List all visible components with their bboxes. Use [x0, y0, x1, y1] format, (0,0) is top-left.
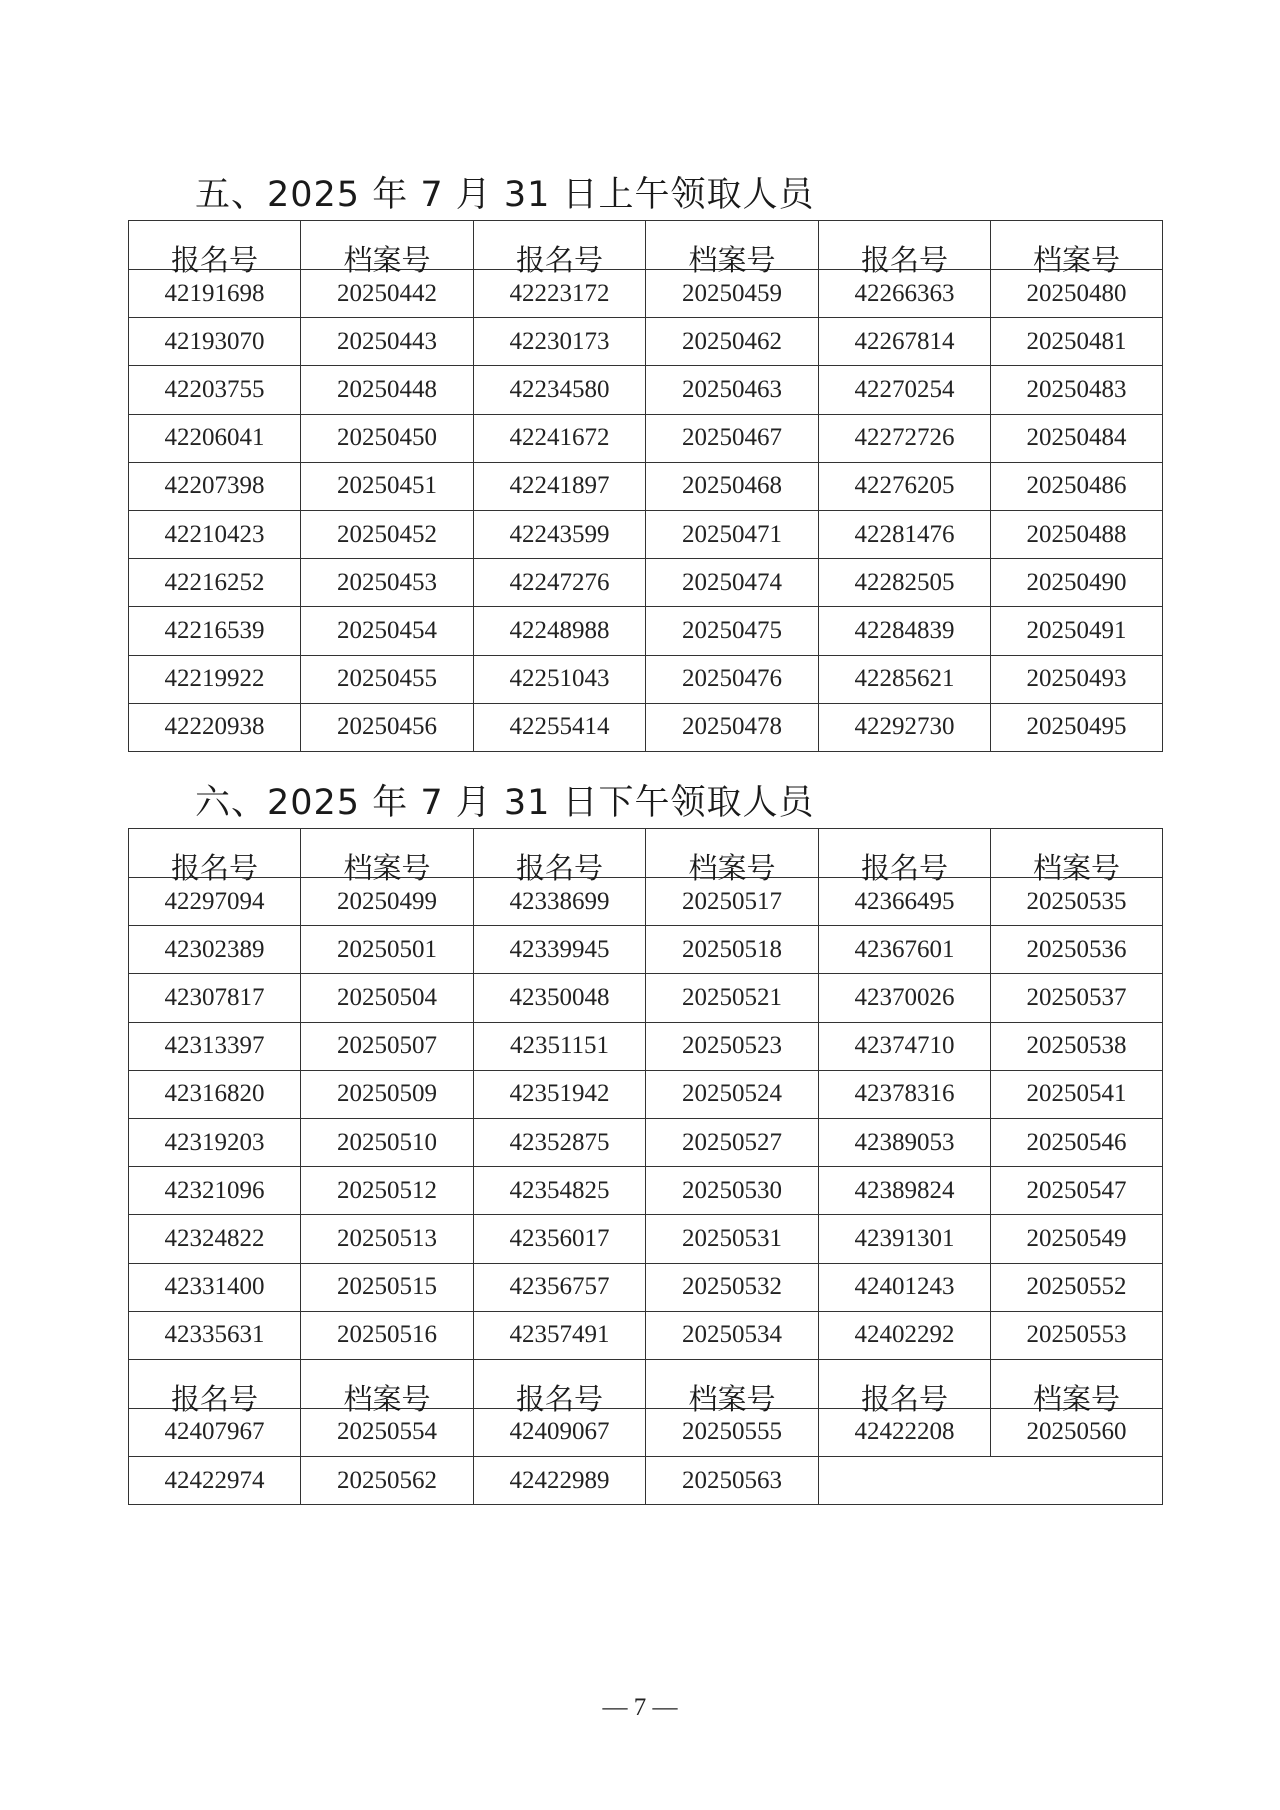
registration-number-cell: 42234580: [474, 366, 646, 414]
registration-number-cell: 42324822: [129, 1215, 301, 1263]
table-row: [129, 1215, 1163, 1263]
file-number-cell: 20250454: [301, 607, 474, 655]
registration-number-cell: 42191698: [129, 270, 301, 318]
registration-number-cell: 42216252: [129, 559, 301, 607]
registration-number-cell: 42319203: [129, 1118, 301, 1166]
file-number-cell: 20250462: [646, 318, 819, 366]
registration-number-cell: 42356017: [474, 1215, 646, 1263]
file-number-cell: 20250521: [646, 974, 819, 1022]
file-number-cell: 20250534: [646, 1311, 819, 1359]
column-header-label: 报名号: [515, 243, 603, 277]
registration-number-cell: 42241897: [474, 462, 646, 510]
registration-number-cell: 42203755: [129, 366, 301, 414]
file-number-cell: 20250476: [646, 655, 819, 703]
file-number-cell: 20250467: [646, 414, 819, 462]
registration-number-cell: 42210423: [129, 510, 301, 558]
file-number-cell: 20250531: [646, 1215, 819, 1263]
table-header-row: [129, 221, 1163, 270]
registration-number-cell: 42272726: [819, 414, 991, 462]
column-header-label: 档案号: [1032, 243, 1120, 277]
file-number-cell: 20250499: [301, 878, 474, 926]
file-number-cell: 20250459: [646, 270, 819, 318]
table-row: [129, 1263, 1163, 1311]
registration-number-cell: 42207398: [129, 462, 301, 510]
file-number-cell: 20250507: [301, 1022, 474, 1070]
file-number-cell: 20250504: [301, 974, 474, 1022]
file-number-cell: 20250563: [646, 1457, 819, 1505]
registration-number-cell: 42391301: [819, 1215, 991, 1263]
registration-number-cell: 42276205: [819, 462, 991, 510]
registration-number-cell: 42281476: [819, 510, 991, 558]
column-header-label: 档案号: [343, 243, 431, 277]
page-number: — 7 —: [602, 1694, 678, 1721]
file-number-cell: 20250468: [646, 462, 819, 510]
file-number-cell: 20250536: [991, 926, 1163, 974]
registration-number-cell: 42248988: [474, 607, 646, 655]
file-number-cell: 20250546: [991, 1118, 1163, 1166]
section-title-afternoon: 六、2025 年 7 月 31 日下午领取人员: [195, 783, 815, 823]
file-number-cell: 20250515: [301, 1263, 474, 1311]
file-number-cell: 20250535: [991, 878, 1163, 926]
file-number-cell: 20250491: [991, 607, 1163, 655]
file-number-cell: 20250486: [991, 462, 1163, 510]
file-number-cell: 20250493: [991, 655, 1163, 703]
file-number-cell: 20250538: [991, 1022, 1163, 1070]
registration-number-cell: 42389053: [819, 1118, 991, 1166]
column-header-label: 档案号: [688, 1381, 776, 1416]
file-number-cell: 20250517: [646, 878, 819, 926]
table-row: [129, 607, 1163, 655]
file-number-cell: 20250463: [646, 366, 819, 414]
file-number-cell: 20250553: [991, 1311, 1163, 1359]
column-header: [991, 829, 1163, 885]
registration-number-cell: 42219922: [129, 655, 301, 703]
column-header-label: 报名号: [170, 1381, 258, 1416]
file-number-cell: 20250483: [991, 366, 1163, 414]
registration-number-cell: 42378316: [819, 1070, 991, 1118]
file-number-cell: 20250490: [991, 559, 1163, 607]
registration-number-cell: 42339945: [474, 926, 646, 974]
registration-number-cell: 42354825: [474, 1167, 646, 1215]
column-header: [819, 221, 991, 277]
table-row: [129, 318, 1163, 366]
table-row: [129, 974, 1163, 1022]
file-number-cell: 20250455: [301, 655, 474, 703]
registration-number-cell: 42285621: [819, 655, 991, 703]
table-row: [129, 878, 1163, 926]
file-number-cell: 20250527: [646, 1118, 819, 1166]
registration-number-cell: 42389824: [819, 1167, 991, 1215]
registration-number-cell: 42220938: [129, 703, 301, 751]
registration-number-cell: 42331400: [129, 1263, 301, 1311]
file-number-cell: 20250549: [991, 1215, 1163, 1263]
registration-number-cell: 42352875: [474, 1118, 646, 1166]
column-header: [474, 1359, 646, 1416]
file-number-cell: 20250452: [301, 510, 474, 558]
registration-number-cell: 42230173: [474, 318, 646, 366]
column-header: [819, 829, 991, 885]
file-number-cell: 20250562: [301, 1457, 474, 1505]
table-row: [129, 926, 1163, 974]
file-number-cell: 20250523: [646, 1022, 819, 1070]
column-header-label: 档案号: [1032, 1381, 1120, 1416]
file-number-cell: 20250532: [646, 1263, 819, 1311]
column-header: [646, 221, 819, 277]
table-row: [129, 559, 1163, 607]
registration-number-cell: 42356757: [474, 1263, 646, 1311]
file-number-cell: 20250530: [646, 1167, 819, 1215]
column-header: [129, 1359, 301, 1416]
file-number-cell: 20250547: [991, 1167, 1163, 1215]
table-row: [129, 1408, 1163, 1456]
registration-number-cell: 42316820: [129, 1070, 301, 1118]
registration-number-cell: 42401243: [819, 1263, 991, 1311]
column-header-label: 档案号: [343, 851, 431, 885]
column-header: [646, 1359, 819, 1416]
afternoon-roster-table: [128, 828, 1163, 1505]
table-row: [129, 1022, 1163, 1070]
column-header-label: 报名号: [860, 1381, 948, 1416]
registration-number-cell: 42266363: [819, 270, 991, 318]
registration-number-cell: 42409067: [474, 1408, 646, 1456]
registration-number-cell: 42241672: [474, 414, 646, 462]
column-header: [991, 221, 1163, 277]
column-header-label: 报名号: [515, 851, 603, 885]
registration-number-cell: 42297094: [129, 878, 301, 926]
registration-number-cell: 42247276: [474, 559, 646, 607]
column-header-label: 报名号: [170, 851, 258, 885]
table-row: [129, 655, 1163, 703]
registration-number-cell: 42338699: [474, 878, 646, 926]
registration-number-cell: 42407967: [129, 1408, 301, 1456]
registration-number-cell: 42422989: [474, 1457, 646, 1505]
file-number-cell: 20250509: [301, 1070, 474, 1118]
table-row: [129, 270, 1163, 318]
table-row: [129, 1118, 1163, 1166]
file-number-cell: 20250554: [301, 1408, 474, 1456]
file-number-cell: 20250484: [991, 414, 1163, 462]
column-header-label: 档案号: [688, 851, 776, 885]
column-header-label: 报名号: [860, 243, 948, 277]
registration-number-cell: 42422208: [819, 1408, 991, 1456]
column-header: [646, 829, 819, 885]
column-header: [474, 221, 646, 277]
table-row: [129, 462, 1163, 510]
registration-number-cell: 42335631: [129, 1311, 301, 1359]
registration-number-cell: 42223172: [474, 270, 646, 318]
file-number-cell: 20250555: [646, 1408, 819, 1456]
registration-number-cell: 42292730: [819, 703, 991, 751]
table-row: [129, 1311, 1163, 1359]
section-title-morning: 五、2025 年 7 月 31 日上午领取人员: [195, 175, 815, 215]
table-header-row: [129, 1359, 1163, 1408]
file-number-cell: 20250478: [646, 703, 819, 751]
file-number-cell: 20250488: [991, 510, 1163, 558]
morning-roster-table: [128, 220, 1163, 752]
registration-number-cell: 42370026: [819, 974, 991, 1022]
file-number-cell: 20250537: [991, 974, 1163, 1022]
file-number-cell: 20250512: [301, 1167, 474, 1215]
file-number-cell: 20250480: [991, 270, 1163, 318]
registration-number-cell: 42374710: [819, 1022, 991, 1070]
registration-number-cell: 42243599: [474, 510, 646, 558]
file-number-cell: 20250456: [301, 703, 474, 751]
registration-number-cell: 42366495: [819, 878, 991, 926]
column-header-label: 报名号: [515, 1381, 603, 1416]
registration-number-cell: 42206041: [129, 414, 301, 462]
file-number-cell: 20250453: [301, 559, 474, 607]
file-number-cell: 20250443: [301, 318, 474, 366]
column-header-label: 档案号: [1032, 851, 1120, 885]
registration-number-cell: 42351151: [474, 1022, 646, 1070]
file-number-cell: 20250451: [301, 462, 474, 510]
registration-number-cell: 42270254: [819, 366, 991, 414]
file-number-cell: 20250471: [646, 510, 819, 558]
table-row: [129, 366, 1163, 414]
file-number-cell: 20250518: [646, 926, 819, 974]
registration-number-cell: 42321096: [129, 1167, 301, 1215]
file-number-cell: 20250448: [301, 366, 474, 414]
file-number-cell: 20250450: [301, 414, 474, 462]
registration-number-cell: 42357491: [474, 1311, 646, 1359]
column-header: [819, 1359, 991, 1416]
file-number-cell: 20250475: [646, 607, 819, 655]
table-row: [129, 1167, 1163, 1215]
registration-number-cell: 42313397: [129, 1022, 301, 1070]
column-header-label: 报名号: [860, 851, 948, 885]
file-number-cell: 20250442: [301, 270, 474, 318]
registration-number-cell: 42216539: [129, 607, 301, 655]
table-row: [129, 1070, 1163, 1118]
table-row: [129, 703, 1163, 751]
column-header: [301, 1359, 474, 1416]
column-header-label: 档案号: [343, 1381, 431, 1416]
file-number-cell: 20250560: [991, 1408, 1163, 1456]
column-header: [474, 829, 646, 885]
file-number-cell: 20250552: [991, 1263, 1163, 1311]
file-number-cell: 20250524: [646, 1070, 819, 1118]
table-row: [129, 1457, 1163, 1505]
file-number-cell: 20250510: [301, 1118, 474, 1166]
file-number-cell: 20250474: [646, 559, 819, 607]
column-header-label: 报名号: [170, 243, 258, 277]
registration-number-cell: 42251043: [474, 655, 646, 703]
table-row: [129, 510, 1163, 558]
registration-number-cell: 42267814: [819, 318, 991, 366]
file-number-cell: 20250513: [301, 1215, 474, 1263]
column-header: [129, 221, 301, 277]
registration-number-cell: 42302389: [129, 926, 301, 974]
column-header: [991, 1359, 1163, 1416]
table-row: [129, 414, 1163, 462]
registration-number-cell: 42282505: [819, 559, 991, 607]
file-number-cell: 20250516: [301, 1311, 474, 1359]
registration-number-cell: 42351942: [474, 1070, 646, 1118]
registration-number-cell: 42193070: [129, 318, 301, 366]
file-number-cell: 20250541: [991, 1070, 1163, 1118]
column-header-label: 档案号: [688, 243, 776, 277]
column-header: [129, 829, 301, 885]
registration-number-cell: 42402292: [819, 1311, 991, 1359]
file-number-cell: 20250501: [301, 926, 474, 974]
file-number-cell: 20250481: [991, 318, 1163, 366]
registration-number-cell: 42255414: [474, 703, 646, 751]
table-header-row: [129, 829, 1163, 878]
registration-number-cell: 42307817: [129, 974, 301, 1022]
column-header: [301, 829, 474, 885]
registration-number-cell: 42350048: [474, 974, 646, 1022]
registration-number-cell: 42284839: [819, 607, 991, 655]
registration-number-cell: 42422974: [129, 1457, 301, 1505]
registration-number-cell: 42367601: [819, 926, 991, 974]
column-header: [301, 221, 474, 277]
empty-cell: [819, 1457, 1163, 1505]
file-number-cell: 20250495: [991, 703, 1163, 751]
